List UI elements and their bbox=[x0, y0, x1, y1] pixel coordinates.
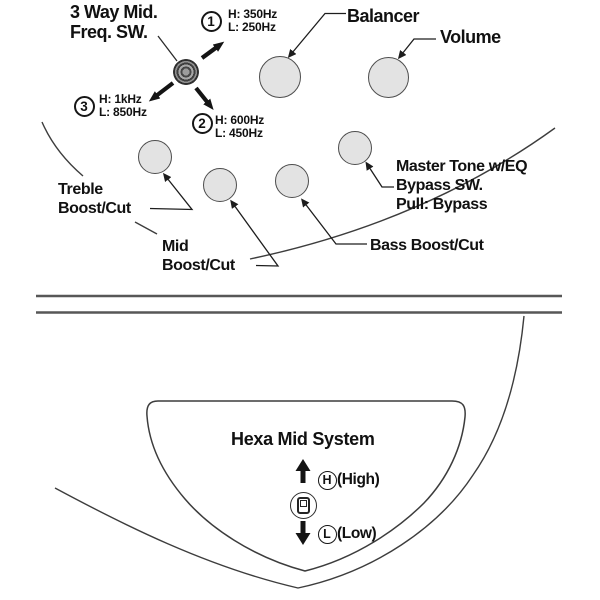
volume-knob bbox=[368, 57, 409, 98]
high-badge bbox=[318, 471, 337, 490]
freq-position-1-badge bbox=[201, 11, 222, 32]
freq-position-2-values bbox=[215, 114, 264, 139]
master-tone-leader-arrow bbox=[369, 167, 394, 187]
high-direction-arrow-icon bbox=[296, 459, 311, 483]
freq-position-3-badge bbox=[74, 96, 95, 117]
freq-position-1-low: L: 250Hz bbox=[228, 19, 276, 34]
body-edge-stroke-left bbox=[135, 222, 157, 234]
balancer-label: Balancer bbox=[347, 6, 420, 26]
mid-label-line2: Boost/Cut bbox=[162, 257, 235, 274]
treble-label bbox=[58, 180, 131, 218]
mid-freq-slide-switch-icon bbox=[290, 492, 317, 519]
treble-label-line1: Treble bbox=[58, 181, 103, 198]
slide-switch-knob bbox=[300, 500, 307, 507]
master-tone-knob bbox=[338, 131, 372, 165]
freq-switch-title-line1: 3 Way Mid. bbox=[70, 2, 158, 22]
freq-position-2-low: L: 450Hz bbox=[215, 125, 263, 140]
freq-position-3-values bbox=[99, 93, 147, 118]
freq-switch-title-line2: Freq. SW. bbox=[70, 21, 148, 42]
switch-arrow-to-position-2 bbox=[196, 88, 208, 103]
treble-label-line2: Boost/Cut bbox=[58, 200, 131, 217]
hexa-mid-system-title: Hexa Mid System bbox=[231, 429, 375, 449]
mid-freq-3way-switch bbox=[173, 59, 199, 85]
freq-switch-leader-line bbox=[158, 36, 177, 61]
bass-knob bbox=[275, 164, 309, 198]
treble-knob bbox=[138, 140, 172, 174]
volume-label: Volume bbox=[440, 27, 501, 47]
mid-knob bbox=[203, 168, 237, 202]
master-tone-label-line2: Bypass SW. bbox=[396, 177, 483, 194]
bass-leader-arrow bbox=[305, 204, 367, 245]
balancer-knob bbox=[259, 56, 301, 98]
switch-arrow-to-position-1 bbox=[202, 47, 217, 58]
body-edge-curve-lower bbox=[55, 316, 524, 588]
freq-position-3-high: H: 1kHz bbox=[99, 92, 142, 106]
mid-label bbox=[162, 237, 235, 275]
bass-label: Bass Boost/Cut bbox=[370, 237, 484, 254]
master-tone-label-line3: Pull: Bypass bbox=[396, 196, 488, 213]
low-badge bbox=[318, 525, 337, 544]
master-tone-label-line1: Master Tone w/EQ bbox=[396, 158, 528, 175]
mid-leader-arrow bbox=[234, 205, 278, 266]
slide-switch-body bbox=[297, 497, 310, 514]
balancer-leader-arrow bbox=[292, 14, 346, 54]
high-label: (High) bbox=[337, 471, 380, 488]
master-tone-label bbox=[396, 157, 527, 214]
low-badge-letter: L bbox=[323, 527, 331, 541]
high-badge-letter: H bbox=[322, 473, 332, 487]
mid-label-line1: Mid bbox=[162, 238, 189, 255]
freq-position-3-number: 3 bbox=[80, 98, 88, 114]
freq-switch-title bbox=[70, 3, 157, 42]
control-cavity-outline bbox=[147, 401, 465, 571]
freq-position-1-values bbox=[228, 8, 277, 33]
switch-arrow-to-position-3 bbox=[156, 83, 173, 96]
volume-leader-arrow bbox=[402, 39, 436, 54]
low-direction-arrow-icon bbox=[296, 521, 311, 545]
freq-position-2-badge bbox=[192, 113, 213, 134]
low-label: (Low) bbox=[337, 525, 377, 542]
freq-position-1-high: H: 350Hz bbox=[228, 7, 278, 21]
freq-position-3-low: L: 850Hz bbox=[99, 104, 147, 119]
body-edge-curve-upper-left bbox=[42, 122, 83, 176]
freq-position-2-number: 2 bbox=[198, 115, 206, 131]
freq-position-1-number: 1 bbox=[207, 13, 215, 29]
treble-leader-arrow bbox=[150, 178, 192, 210]
freq-position-2-high: H: 600Hz bbox=[215, 113, 265, 127]
